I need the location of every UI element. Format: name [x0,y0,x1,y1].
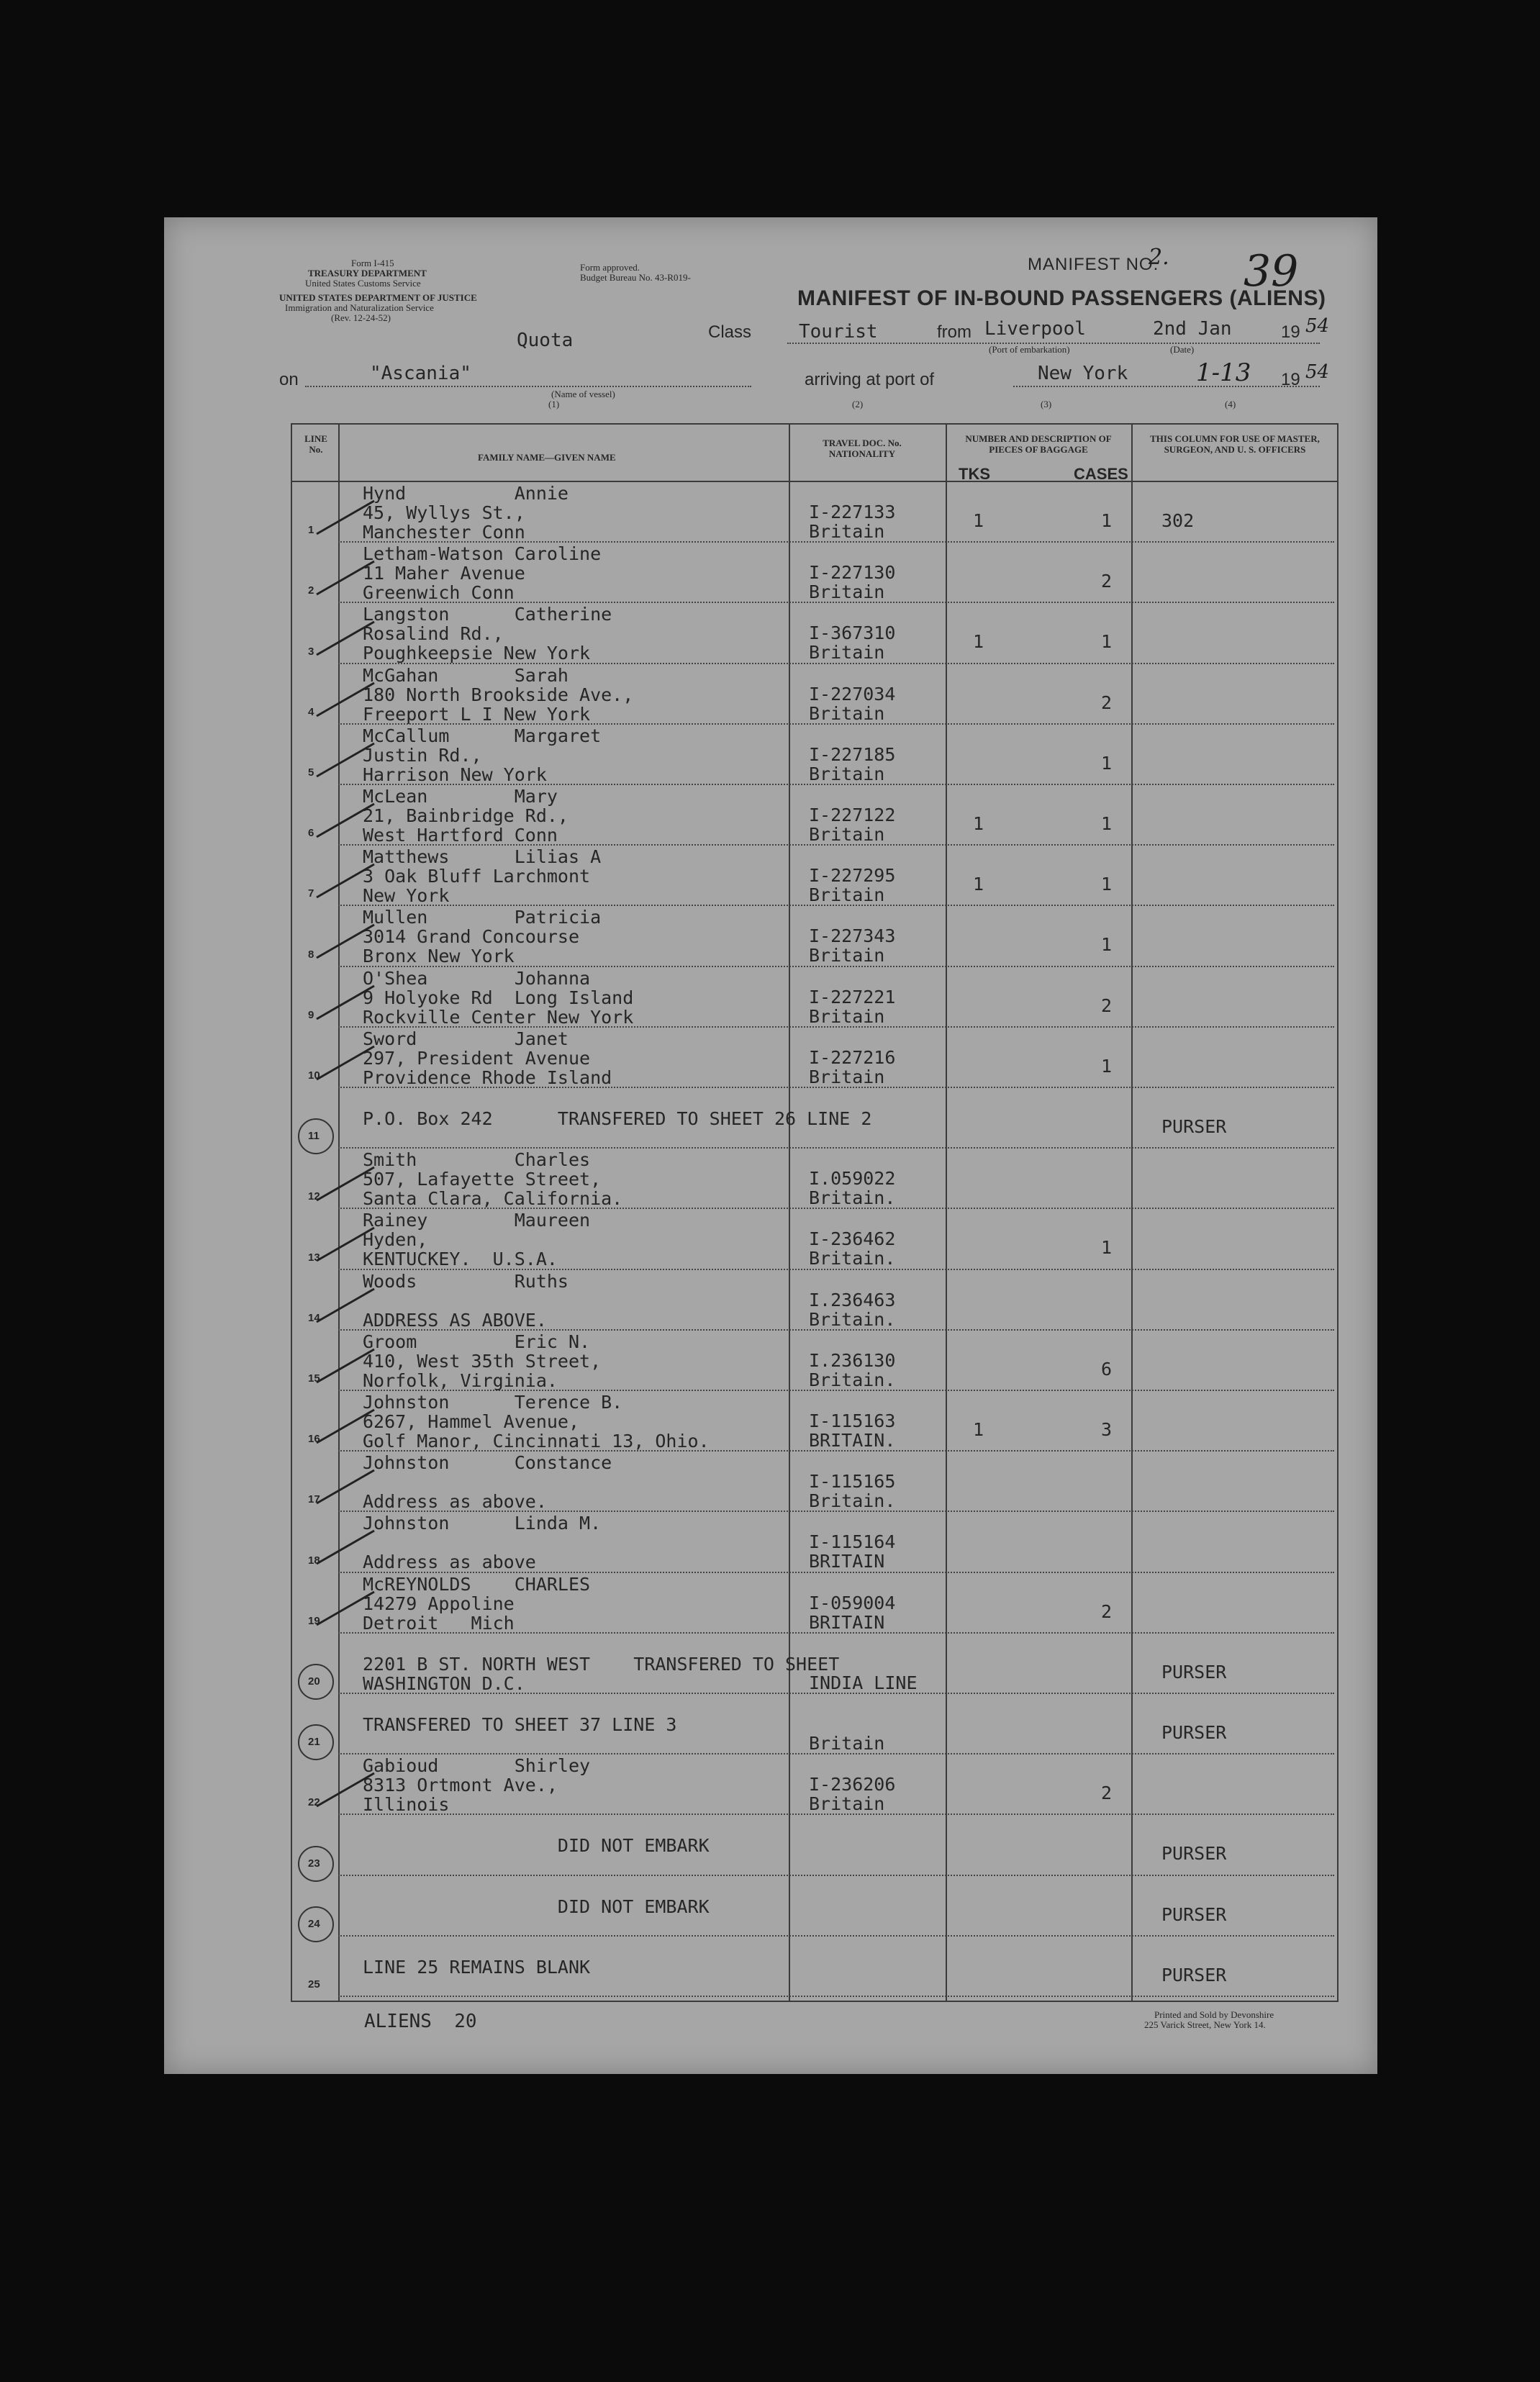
baggage-cases: 1 [1101,510,1113,531]
row-number: 20 [308,1675,320,1688]
passenger-line: Harrison New York [363,764,547,785]
check-mark-icon [314,1588,379,1631]
row-number: 17 [308,1493,320,1506]
row-number-circle [298,1906,334,1942]
arrival-year-prefix: 19 [1281,370,1300,389]
col-marker-2: (2) [852,399,864,409]
travel-doc-number: I-227130 [809,562,896,584]
officer-note: PURSER [1161,1661,1227,1683]
passenger-line: Matthews Lilias A [363,846,602,868]
customs-service: United States Customs Service [305,278,421,289]
passenger-line: Illinois [363,1794,450,1816]
passenger-line: Poughkeepsie New York [363,643,591,664]
baggage-tks: 1 [973,1419,984,1440]
row-number: 5 [308,766,314,779]
nationality: Britain [809,1005,885,1027]
nationality: Britain. [809,1187,896,1209]
baggage-tks: 1 [973,631,984,653]
revision: (Rev. 12-24-52) [331,312,391,323]
check-mark-icon [314,557,379,600]
col-marker-3: (3) [1041,399,1052,409]
baggage-cases: 2 [1101,1783,1113,1804]
passenger-line: Santa Clara, California. [363,1188,623,1210]
row-number: 6 [308,827,314,840]
row-number: 3 [308,645,314,658]
passenger-line: Address as above [363,1552,536,1573]
col-marker-1: (1) [548,399,560,409]
nationality: Britain. [809,1308,896,1330]
baggage-cases: 1 [1101,631,1113,653]
row-number: 12 [308,1190,320,1203]
passenger-line: 3 Oak Bluff Larchmont [363,866,591,887]
check-mark-icon [314,739,379,782]
travel-doc-number: I.059022 [809,1168,896,1190]
nationality: Britain. [809,1490,896,1512]
passenger-line: Address as above. [363,1491,547,1513]
passenger-line: 410, West 35th Street, [363,1350,602,1372]
nationality: INDIA LINE [809,1672,918,1693]
passenger-line: Johnston Constance [363,1452,612,1474]
baggage-cases: 6 [1101,1358,1113,1380]
passenger-line: Hyden, [363,1229,428,1251]
row-separator [338,1147,1334,1149]
check-mark-icon [314,1345,379,1388]
embark-date: 2nd Jan [1153,318,1232,340]
row-number: 8 [308,948,314,961]
nationality: Britain [809,824,885,845]
passenger-line: WASHINGTON D.C. [363,1672,525,1694]
baggage-cases: 2 [1101,692,1113,713]
header-line-no: LINE No. [304,433,327,455]
nationality: Britain [809,1066,885,1087]
passenger-line: Manchester Conn [363,522,525,543]
check-mark-icon [314,1405,379,1449]
check-mark-icon [314,1163,379,1206]
baggage-cases: 1 [1101,813,1113,834]
baggage-cases: 2 [1101,571,1113,592]
row-number: 9 [308,1008,314,1021]
passenger-line: Rosalind Rd., [363,623,504,645]
check-mark-icon [314,617,379,661]
row-number: 1 [308,524,314,537]
nationality: Britain. [809,1369,896,1390]
nationality: Britain [809,521,885,542]
check-mark-icon [314,982,379,1025]
check-mark-icon [314,1769,379,1812]
check-mark-icon [314,800,379,843]
treasury-dept: TREASURY DEPARTMENT [308,268,427,278]
row-number: 4 [308,705,314,718]
passenger-line: Freeport L I New York [363,703,591,725]
passenger-line: Johnston Linda M. [363,1513,602,1534]
passenger-line: Johnston Terence B. [363,1392,623,1413]
travel-doc-number: I-227133 [809,502,896,522]
passenger-line: McLean Mary [363,786,558,807]
row-separator [338,1996,1334,1997]
row-separator [338,1935,1334,1937]
passenger-line: Rockville Center New York [363,1006,634,1028]
form-number: Form I-415 [351,258,394,268]
travel-doc-number: I-236206 [809,1774,896,1795]
row-number: 24 [308,1917,320,1930]
header-cases: CASES [1074,465,1128,483]
passenger-line: LINE 25 REMAINS BLANK [363,1956,591,1978]
vessel-underline [305,386,751,387]
check-mark-icon [314,1526,379,1570]
passenger-line: Greenwich Conn [363,582,515,604]
travel-doc-number: I-115164 [809,1531,896,1553]
passenger-line: Hynd Annie [363,483,569,504]
baggage-cases: 1 [1101,752,1113,774]
year-value: 54 [1305,315,1330,337]
travel-doc-number: I-227295 [809,865,896,887]
port-caption: (Port of embarkation) [989,344,1070,355]
arrival-port: New York [1038,363,1128,384]
passenger-line: ADDRESS AS ABOVE. [363,1309,547,1331]
class-value: Tourist [799,321,878,343]
arriving-label: arriving at port of [805,370,935,389]
passenger-line: Bronx New York [363,946,515,967]
travel-doc-number: I-227221 [809,986,896,1007]
passenger-line: 180 North Brookside Ave., [363,684,634,705]
passenger-line: McGahan Sarah [363,664,569,686]
nationality: Britain. [809,1248,896,1269]
passenger-line: Providence Rhode Island [363,1067,612,1088]
passenger-line: New York [363,885,450,907]
passenger-line: 507, Lafayette Street, [363,1169,602,1190]
officer-note: PURSER [1161,1903,1227,1925]
nationality: Britain [809,642,885,664]
passenger-line: Groom Eric N. [363,1331,591,1352]
passenger-line: Letham-Watson Caroline [363,543,602,565]
header-baggage: NUMBER AND DESCRIPTION OF PIECES OF BAGGAGE [965,433,1112,455]
year-prefix: 19 [1281,322,1300,342]
passenger-line: 11 Maher Avenue [363,563,525,584]
row-number: 11 [308,1130,320,1143]
row-number-circle [298,1724,334,1760]
sheet-mark: 39 [1244,246,1299,296]
check-mark-icon [314,1042,379,1085]
manifest-sheet [164,217,1377,2074]
row-separator [338,1875,1334,1876]
check-mark-icon [314,679,379,722]
passenger-line: O'Shea Johanna [363,967,591,989]
header-travel-doc: TRAVEL DOC. No. NATIONALITY [823,438,902,459]
passenger-line: 2201 B ST. NORTH WEST TRANSFERED TO SHEET [363,1653,840,1675]
passenger-line: Detroit Mich [363,1612,515,1634]
check-mark-icon [314,497,379,540]
baggage-cases: 2 [1101,995,1113,1016]
check-mark-icon [314,1223,379,1267]
check-mark-icon [314,1466,379,1509]
row-number: 13 [308,1251,320,1264]
passenger-line: Langston Catherine [363,604,612,625]
header-officers: THIS COLUMN FOR USE OF MASTER, SURGEON, AND U. S. OFFICERS [1150,433,1320,455]
passenger-line: Mullen Patricia [363,907,602,928]
check-mark-icon [314,860,379,903]
passenger-line: TRANSFERED TO SHEET 37 LINE 3 [363,1714,677,1735]
quota-label: Quota [517,330,574,351]
officer-note: 302 [1161,510,1195,531]
manifest-no-value: 2. [1149,245,1169,270]
passenger-line: 6267, Hammel Avenue, [363,1411,580,1432]
row-number: 16 [308,1433,320,1446]
nationality: Britain [809,1733,885,1754]
passenger-line: P.O. Box 242 TRANSFERED TO SHEET 26 LINE 2 [363,1108,872,1129]
row-number: 23 [308,1857,320,1870]
row-number: 19 [308,1614,320,1627]
travel-doc-number: I-227185 [809,743,896,765]
travel-doc-number: I.236463 [809,1289,896,1310]
manifest-title: MANIFEST OF IN-BOUND PASSENGERS (ALIENS) [797,286,1326,310]
passenger-line: 8313 Ortmont Ave., [363,1775,558,1796]
form-approved: Form approved. [580,262,640,273]
nationality: Britain [809,763,885,784]
nationality: Britain [809,581,885,603]
header-tks: TKS [959,465,990,483]
nationality: BRITAIN [809,1551,885,1572]
passenger-line: Norfolk, Virginia. [363,1369,558,1391]
vessel-name: "Ascania" [370,363,471,384]
travel-doc-number: I-236462 [809,1228,896,1250]
row-number-circle [298,1846,334,1882]
from-label: from [937,322,971,342]
passenger-line: Smith Charles [363,1149,591,1171]
baggage-tks: 1 [973,813,984,834]
passenger-line: Gabioud Shirley [363,1755,591,1777]
col-marker-4: (4) [1225,399,1236,409]
officer-note: PURSER [1161,1964,1227,1985]
baggage-cases: 2 [1101,1600,1113,1622]
passenger-line: 297, President Avenue [363,1047,591,1069]
travel-doc-number: I-227034 [809,683,896,705]
aliens-count: ALIENS 20 [364,2011,477,2032]
baggage-cases: 3 [1101,1419,1113,1440]
officer-note: PURSER [1161,1722,1227,1743]
manifest-no-label: MANIFEST NO. [1028,255,1159,274]
row-number: 15 [308,1372,320,1385]
row-number: 10 [308,1069,320,1082]
date-caption: (Date) [1170,344,1195,355]
row-number: 14 [308,1311,320,1324]
ins-service: Immigration and Naturalization Service [285,302,434,313]
row-number: 7 [308,887,314,900]
arrival-date: 1-13 [1196,358,1251,387]
passenger-line: 3014 Grand Concourse [363,926,580,948]
row-number: 21 [308,1736,320,1749]
row-number: 25 [308,1978,320,1991]
baggage-cases: 1 [1101,874,1113,895]
baggage-cases: 1 [1101,934,1113,956]
passenger-line: 9 Holyoke Rd Long Island [363,987,634,1008]
travel-doc-number: I-227216 [809,1046,896,1068]
row-number-circle [298,1664,334,1700]
travel-doc-number: I-227122 [809,805,896,825]
nationality: Britain [809,1793,885,1815]
passenger-line: Golf Manor, Cincinnati 13, Ohio. [363,1431,710,1452]
passenger-line: KENTUCKEY. U.S.A. [363,1249,558,1270]
budget-bureau: Budget Bureau No. 43-R019- [580,272,691,283]
passenger-line: DID NOT EMBARK [363,1835,710,1857]
passenger-line: McCallum Margaret [363,725,602,746]
check-mark-icon [314,1285,379,1328]
travel-doc-number: I-115165 [809,1471,896,1493]
nationality: Britain [809,945,885,966]
travel-doc-number: I-115163 [809,1410,896,1431]
arrival-underline [1013,386,1320,387]
officer-note: PURSER [1161,1843,1227,1865]
row-number: 22 [308,1796,320,1809]
arrival-year: 54 [1305,361,1330,383]
header-name: FAMILY NAME—GIVEN NAME [478,452,616,463]
passenger-line: DID NOT EMBARK [363,1896,710,1917]
printer-name: Printed and Sold by Devonshire [1154,2009,1274,2020]
travel-doc-number: I.236130 [809,1349,896,1371]
vessel-caption: (Name of vessel) [551,389,615,399]
nationality: BRITAIN. [809,1430,896,1451]
travel-doc-number: I-367310 [809,622,896,644]
baggage-cases: 1 [1101,1055,1113,1077]
baggage-tks: 1 [973,510,984,531]
nationality: Britain [809,702,885,724]
class-label: Class [708,322,752,342]
passenger-line: McREYNOLDS CHARLES [363,1573,591,1595]
nationality: Britain [809,884,885,906]
check-mark-icon [314,920,379,964]
row-number-circle [298,1118,334,1154]
officer-note: PURSER [1161,1116,1227,1137]
travel-doc-number: I-227343 [809,925,896,947]
row-number: 2 [308,584,314,597]
baggage-cases: 1 [1101,1237,1113,1259]
passenger-line: Justin Rd., [363,744,482,766]
baggage-tks: 1 [973,874,984,895]
passenger-line: 45, Wyllys St., [363,502,525,523]
justice-dept: UNITED STATES DEPARTMENT OF JUSTICE [279,292,477,303]
passenger-line: West Hartford Conn [363,825,558,846]
nationality: BRITAIN [809,1611,885,1633]
travel-doc-number: I-059004 [809,1592,896,1613]
printer-address: 225 Varick Street, New York 14. [1144,2019,1266,2030]
passenger-line: 14279 Appoline [363,1593,515,1614]
embarkation-port: Liverpool [984,318,1086,340]
passenger-line: Rainey Maureen [363,1210,591,1231]
passenger-line: Sword Janet [363,1028,569,1049]
passenger-line: Woods Ruths [363,1270,569,1292]
on-label: on [279,370,299,389]
row-number: 18 [308,1554,320,1567]
passenger-line: 21, Bainbridge Rd., [363,805,569,826]
